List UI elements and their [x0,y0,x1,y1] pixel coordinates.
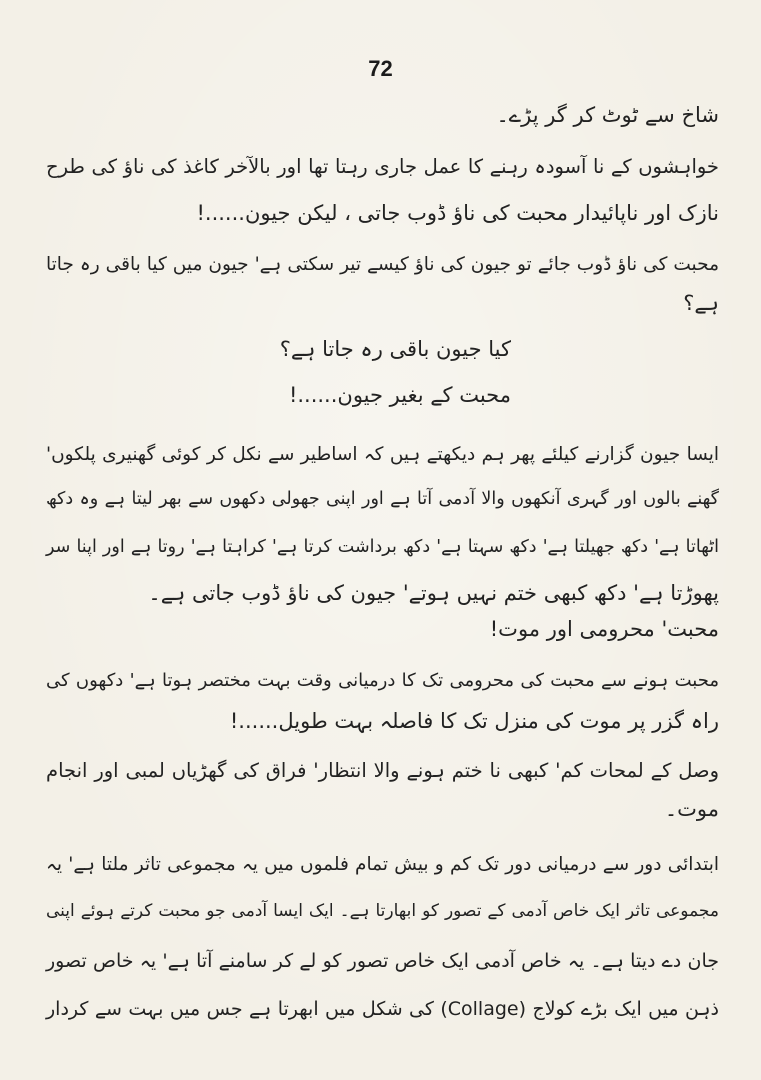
text-line-12: محبت' محرومی اور موت! [489,617,719,641]
text-line-13: محبت ہونے سے محبت کی محرومی تک کا درمیانی وقت بہت مختصر ہوتا ہے' دکھوں کی [46,670,719,691]
text-line-9: گھنے بالوں اور گہری آنکھوں والا آدمی آتا ہے اور اپنی جھولی دکھوں سے بھر لیتا ہے وہ دکھ [46,489,719,509]
text-line-15: وصل کے لمحات کم' کبھی نا ختم ہونے والا انتظار' فراق کی گھڑیاں لمبی اور انجام [46,759,719,782]
text-line-8: ایسا جیون گزارنے کیلئے پھر ہم دیکھتے ہیں کہ اساطیر سے نکل کر کوئی گھنیری پلکوں' [46,444,719,465]
text-line-7: محبت کے بغیر جیون......! [288,383,511,407]
text-line-4: محبت کی ناؤ ڈوب جائے تو جیون کی ناؤ کیسے تیر سکتی ہے' جیون میں کیا باقی رہ جاتا [46,254,719,275]
text-line-2: خواہشوں کے نا آسودہ رہنے کا عمل جاری رہتا تھا اور بالآخر کاغذ کی ناؤ کی طرح [46,155,719,178]
text-line-17: ابتدائی دور سے درمیانی دور تک کم و بیش تمام فلموں میں یہ مجموعی تاثر ملتا ہے' یہ [46,854,719,875]
text-line-14: راہ گزر پر موت کی منزل تک کا فاصلہ بہت طویل......! [229,709,719,733]
text-line-19: جان دے دیتا ہے۔ یہ خاص آدمی ایک خاص تصور کو لے کر سامنے آتا ہے' یہ خاص تصور [46,950,719,972]
text-line-20: ذہن میں ایک بڑے کولاج (Collage) کی شکل میں ابھرتا ہے جس میں بہت سے کردار [46,998,720,1020]
page-number: 72 [368,56,393,81]
text-line-5: ہے؟ [683,291,719,315]
text-line-11: پھوڑتا ہے' دکھ کبھی ختم نہیں ہوتے' جیون کی ناؤ ڈوب جاتی ہے۔ [148,581,719,605]
text-line-18: مجموعی تاثر ایک خاص آدمی کے تصور کو ابھارتا ہے۔ ایک ایسا آدمی جو محبت کرتے ہوئے اپنی [46,901,719,921]
text-line-10: اٹھاتا ہے' دکھ جھیلتا ہے' دکھ سہتا ہے' دکھ برداشت کرتا ہے' کراہتا ہے' روتا ہے اور اپنا سر [46,537,719,557]
text-line-6: کیا جیون باقی رہ جاتا ہے؟ [279,337,511,361]
text-line-1: شاخ سے ٹوٹ کر گر پڑے۔ [496,103,719,127]
text-line-3: نازک اور ناپائیدار محبت کی ناؤ ڈوب جاتی ، لیکن جیون......! [196,201,719,225]
text-line-16: موت۔ [664,797,719,821]
